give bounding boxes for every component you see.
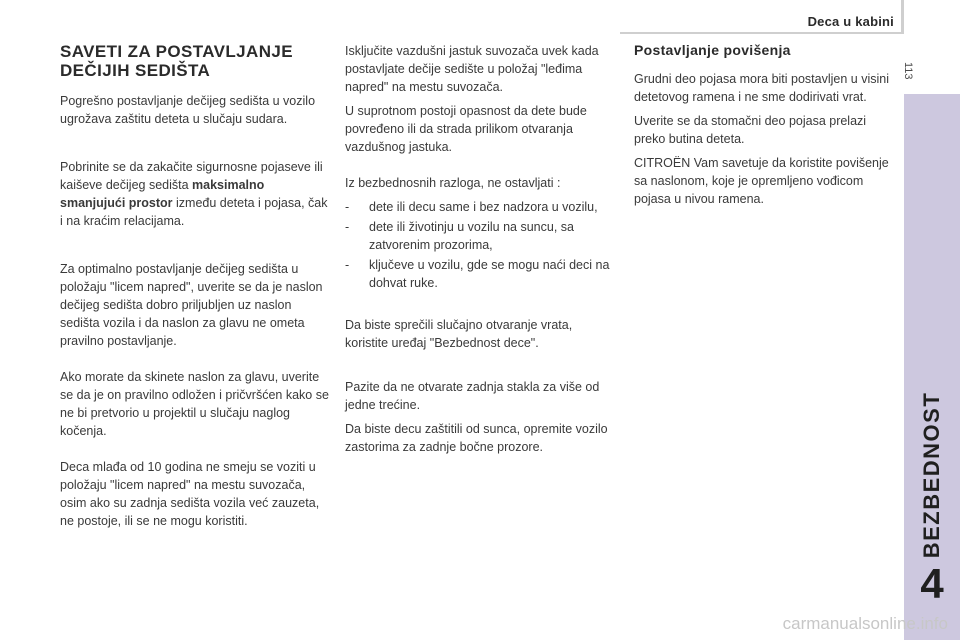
paragraph: Da biste decu zaštitili od sunca, opremite vozilo zastorima za zadnje bočne prozore. <box>345 422 608 454</box>
paragraph: Deca mlađa od 10 godina ne smeju se voziti u položaju "licem napred" na mestu suvozača, osim ako su zadnja sedišta vozila već zauzeta, ne postoje, ili se ne mogu koristiti. <box>60 460 320 528</box>
header-divider <box>901 0 904 34</box>
text-run: između deteta i pojasa, čak i na kraćim relacijama. <box>60 196 328 228</box>
list-item-text: dete ili životinju u vozilu na suncu, sa zatvorenim prozorima, <box>369 220 574 252</box>
paragraph: Pazite da ne otvarate zadnja stakla za više od jedne trećine. <box>345 380 600 412</box>
paragraph: Da biste sprečili slučajno otvaranje vrata, koristite uređaj "Bezbednost dece". <box>345 318 573 350</box>
paragraph: Za optimalno postavljanje dečijeg sedišta u položaju "licem napred", uverite se da je naslon dečijeg sedišta dobro priljubljen uz naslon sedišta vozila i da naslon za glavu ne ometa pravilno postavljanje. <box>60 262 323 348</box>
paragraph: Uverite se da stomačni deo pojasa prelazi preko butina deteta. <box>634 114 867 146</box>
column-middle <box>345 42 617 456</box>
chapter-number: 4 <box>920 560 944 607</box>
paragraph: Iz bezbednosnih razloga, ne ostavljati : <box>345 176 561 190</box>
paragraph-airbag: Isključite vazdušni jastuk suvozača uvek kada postavljate dečije sedište u položaj "leđima napred" na mestu suvozača. <box>345 44 599 94</box>
chapter-label <box>904 391 960 559</box>
paragraph-seatbelt <box>60 158 330 230</box>
column-right <box>634 42 894 208</box>
paragraph: Grudni deo pojasa mora biti postavljen u visini detetovog ramena i ne sme dodirivati vrat. <box>634 72 889 104</box>
paragraph: CITROËN Vam savetuje da koristite povišenje sa naslonom, koje je opremljeno vođicom pojasa u nivou ramena. <box>634 156 889 206</box>
section-heading: SAVETI ZA POSTAVLJANJE DEČIJIH SEDIŠTA <box>60 42 293 80</box>
dash-marker: - <box>345 258 350 272</box>
list-item-text: ključeve u vozilu, gde se mogu naći deci na dohvat ruke. <box>369 258 610 290</box>
watermark: carmanualsonline.info <box>782 614 948 633</box>
paragraph: U suprotnom postoji opasnost da dete bude povređeno ili da strada prilikom otvaranja vazdušnog jastuka. <box>345 104 587 154</box>
chapter-label-text: BEZBEDNOST <box>919 391 944 559</box>
paragraph: Ako morate da skinete naslon za glavu, uverite se da je on pravilno odložen i pričvršćen kako se ne bi pretvorio u projektil u slučaju naglog kočenja. <box>60 370 329 438</box>
bold-text: maksimalno smanjujući prostor <box>60 178 265 210</box>
dash-marker: - <box>345 200 350 214</box>
header-title: Deca u kabini <box>807 14 894 29</box>
page-number: 113 <box>902 62 914 80</box>
dash-marker: - <box>345 220 350 234</box>
column-left <box>60 42 330 530</box>
list-item <box>345 218 617 254</box>
text-run: Pobrinite se da zakačite sigurnosne pojaseve ili kaiševe dečijeg sedišta <box>60 160 323 192</box>
subsection-heading: Postavljanje povišenja <box>634 42 791 58</box>
list-item-text: dete ili decu same i bez nadzora u vozilu, <box>369 200 598 214</box>
header-rule <box>620 32 902 34</box>
warning-list <box>345 198 617 292</box>
list-item <box>345 256 617 292</box>
paragraph: Pogrešno postavljanje dečijeg sedišta u vozilo ugrožava zaštitu deteta u slučaju sudara. <box>60 94 316 126</box>
list-item <box>345 198 617 216</box>
